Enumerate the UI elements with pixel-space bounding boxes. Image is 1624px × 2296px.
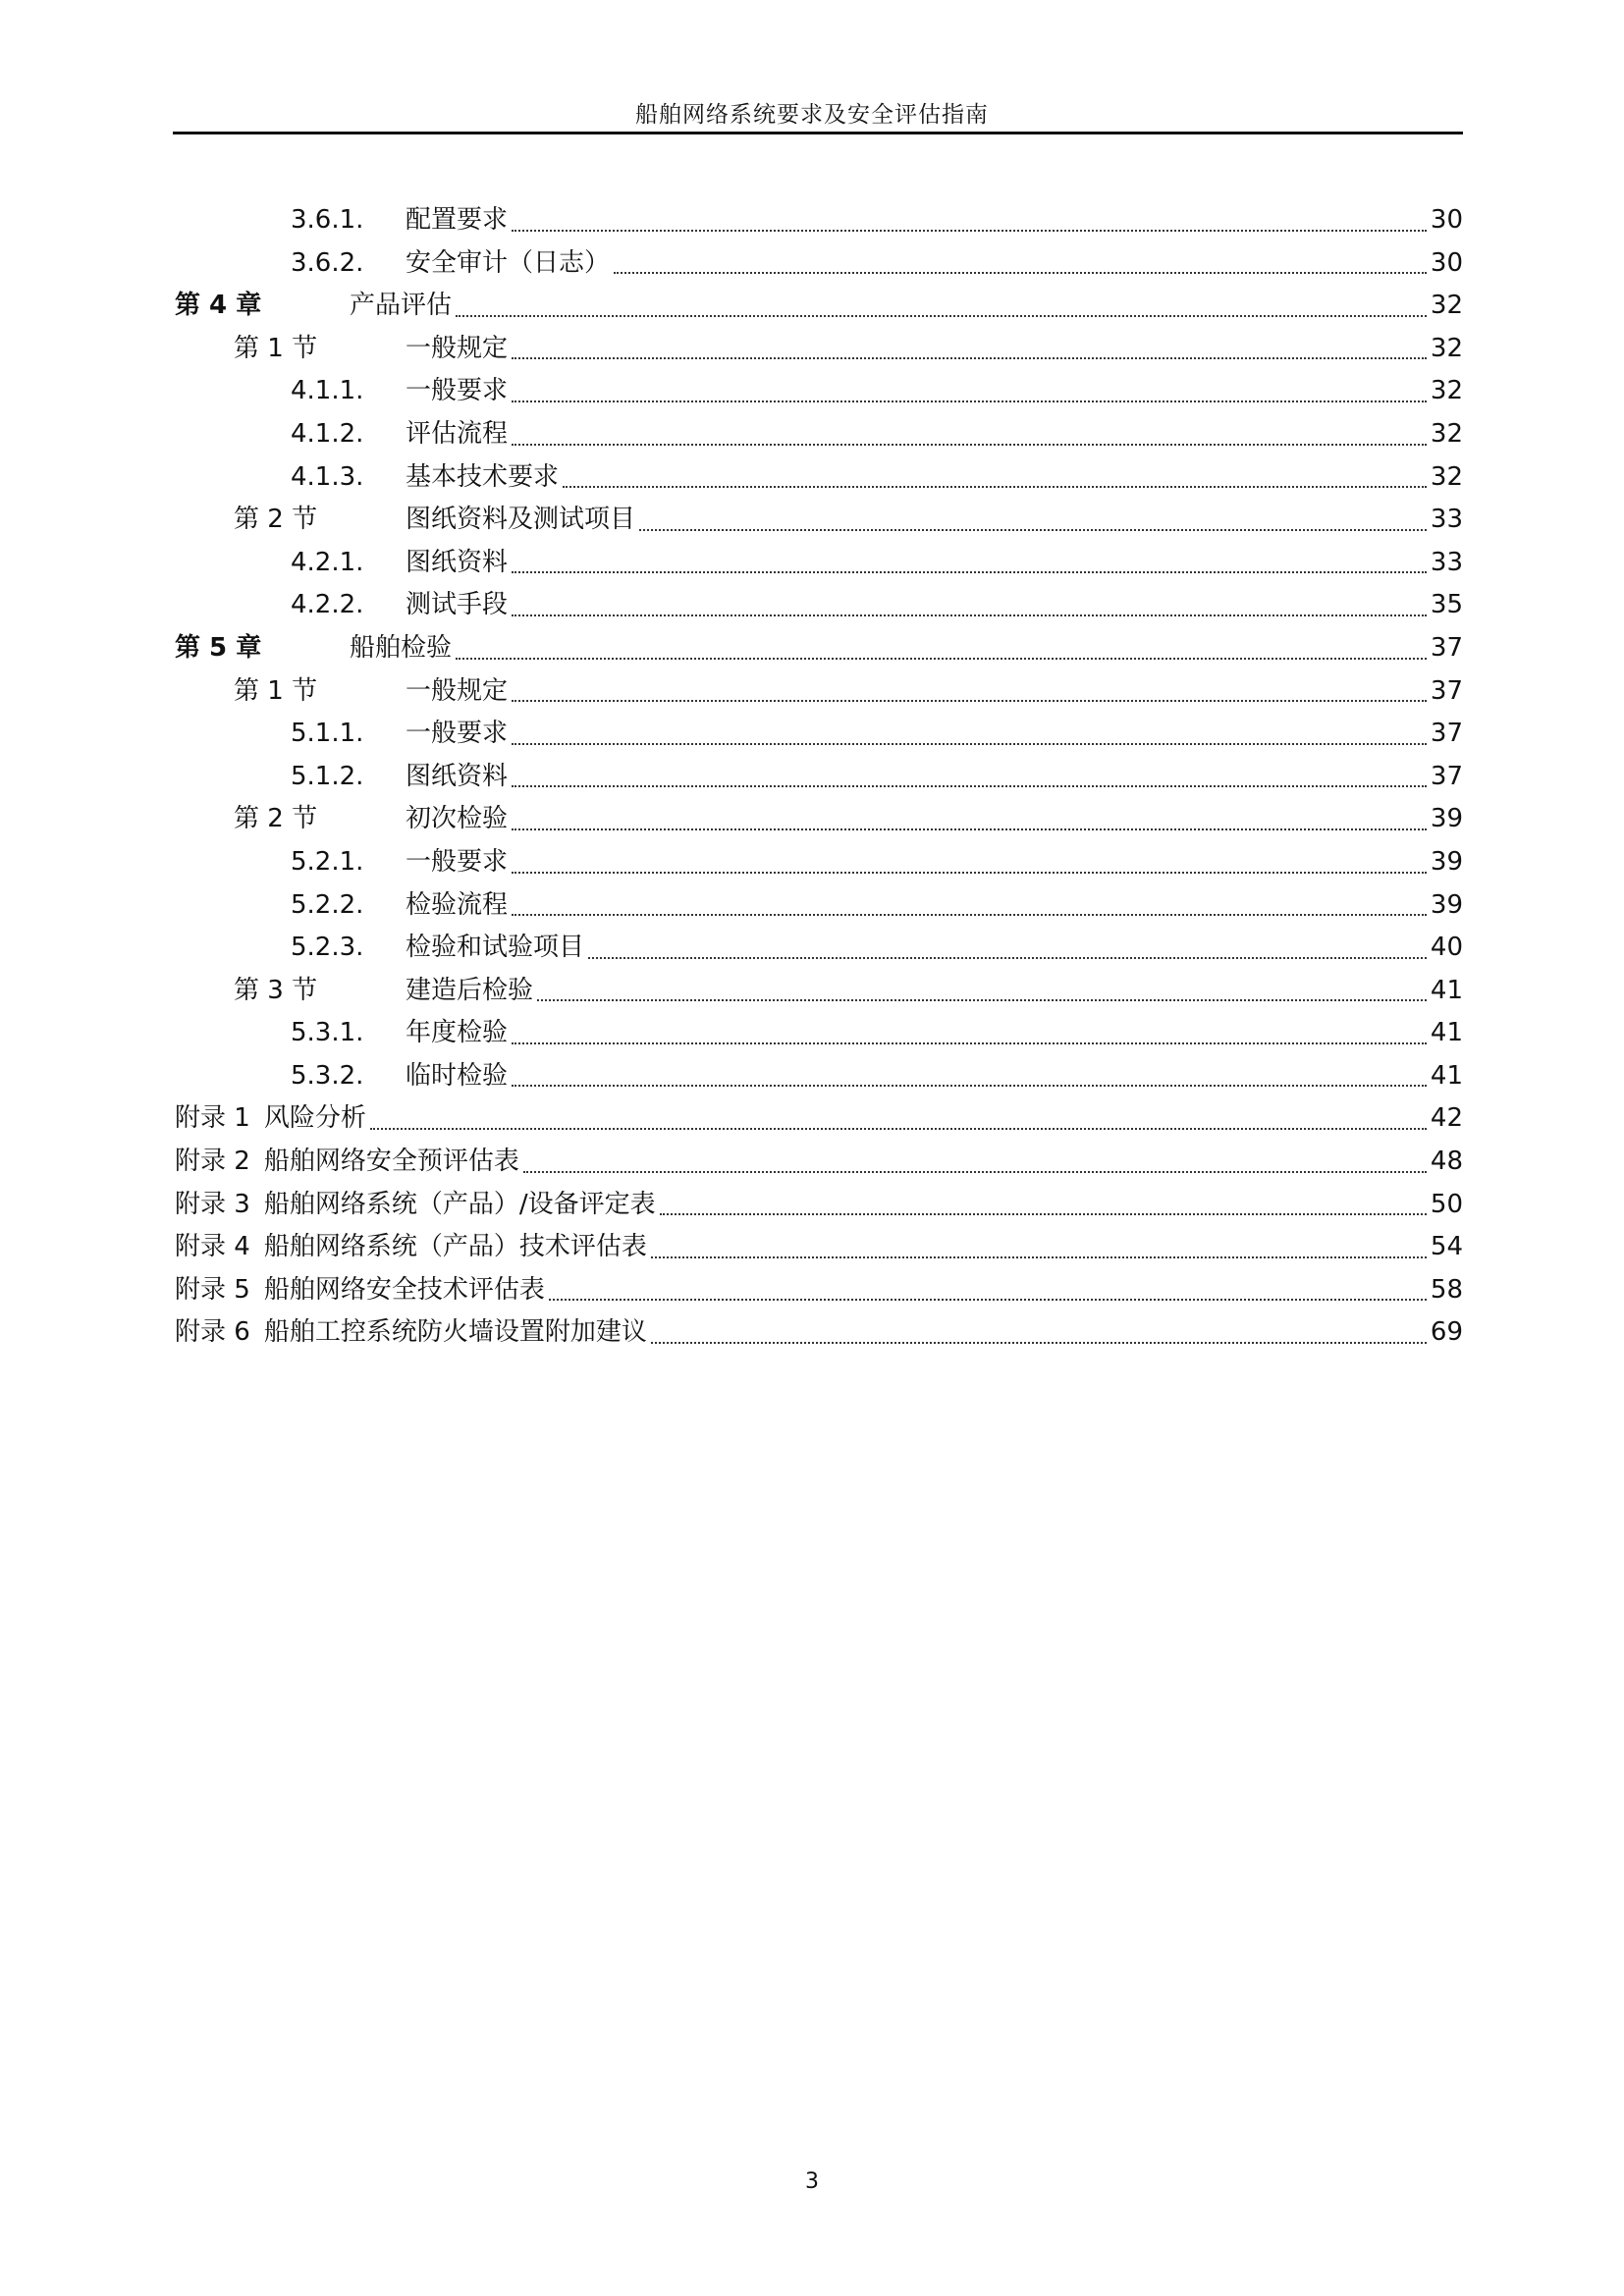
toc-entry-title: 船舶网络安全预评估表 <box>264 1141 519 1184</box>
header-divider <box>173 132 1463 134</box>
toc-entry-appendix[interactable] <box>175 1141 1463 1184</box>
toc-entry-page: 32 <box>1430 461 1463 492</box>
toc-entry-title: 风险分析 <box>264 1097 366 1141</box>
toc-dot-leader <box>512 798 1427 841</box>
toc-entry-appendix[interactable] <box>175 1097 1463 1141</box>
toc-entry-number: 5.1.1. <box>291 719 364 749</box>
toc-entry-sub[interactable] <box>175 370 1463 413</box>
toc-entry-title: 评估流程 <box>406 413 508 456</box>
toc-dot-leader <box>370 1097 1427 1141</box>
toc-entry-page: 37 <box>1430 632 1463 663</box>
toc-entry-title: 测试手段 <box>406 584 508 627</box>
toc-entry-number: 第 2 节 <box>234 505 318 535</box>
toc-entry-number: 第 4 章 <box>175 291 262 321</box>
toc-entry-title: 年度检验 <box>406 1012 508 1055</box>
toc-dot-leader <box>512 713 1427 756</box>
toc-entry-title: 检验流程 <box>406 884 508 928</box>
toc-entry-sub[interactable] <box>175 456 1463 500</box>
toc-entry-page: 32 <box>1430 333 1463 363</box>
toc-entry-number: 5.1.2. <box>291 761 364 791</box>
toc-entry-page: 37 <box>1430 675 1463 706</box>
toc-entry-number: 5.3.1. <box>291 1018 364 1048</box>
toc-entry-chapter[interactable] <box>175 627 1463 670</box>
toc-entry-page: 42 <box>1430 1103 1463 1134</box>
toc-entry-page: 50 <box>1430 1189 1463 1219</box>
toc-entry-number: 4.2.2. <box>291 590 364 620</box>
toc-entry-title: 安全审计（日志） <box>406 242 610 286</box>
toc-entry-section[interactable] <box>175 328 1463 371</box>
toc-entry-number: 第 5 章 <box>175 632 262 663</box>
toc-dot-leader <box>512 584 1427 627</box>
toc-dot-leader <box>537 970 1427 1013</box>
toc-entry-section[interactable] <box>175 499 1463 542</box>
toc-dot-leader <box>512 841 1427 884</box>
toc-entry-number: 附录 6 <box>175 1317 250 1348</box>
toc-dot-leader <box>523 1141 1427 1184</box>
toc-entry-page: 48 <box>1430 1147 1463 1177</box>
toc-entry-sub[interactable] <box>175 1012 1463 1055</box>
page-number: 3 <box>805 2169 819 2194</box>
toc-entry-page: 41 <box>1430 1018 1463 1048</box>
toc-entry-sub[interactable] <box>175 584 1463 627</box>
toc-entry-title: 一般要求 <box>406 713 508 756</box>
toc-entry-page: 32 <box>1430 376 1463 406</box>
toc-dot-leader <box>660 1184 1427 1227</box>
toc-entry-title: 一般要求 <box>406 370 508 413</box>
toc-entry-number: 第 1 节 <box>234 333 318 363</box>
toc-entry-number: 4.2.1. <box>291 547 364 577</box>
toc-entry-title: 基本技术要求 <box>406 456 559 500</box>
toc-entry-page: 35 <box>1430 590 1463 620</box>
toc-entry-title: 图纸资料 <box>406 542 508 585</box>
toc-dot-leader <box>588 927 1427 970</box>
toc-entry-sub[interactable] <box>175 927 1463 970</box>
toc-dot-leader <box>651 1226 1427 1269</box>
toc-entry-title: 配置要求 <box>406 199 508 242</box>
toc-entry-sub[interactable] <box>175 884 1463 928</box>
toc-entry-title: 船舶检验 <box>350 627 452 670</box>
toc-entry-number: 第 2 节 <box>234 804 318 834</box>
toc-entry-page: 33 <box>1430 547 1463 577</box>
toc-entry-sub[interactable] <box>175 542 1463 585</box>
toc-entry-number: 3.6.1. <box>291 205 364 235</box>
table-of-contents <box>175 199 1463 1355</box>
toc-entry-page: 30 <box>1430 205 1463 235</box>
toc-entry-section[interactable] <box>175 970 1463 1013</box>
toc-entry-number: 附录 5 <box>175 1274 250 1305</box>
toc-dot-leader <box>512 328 1427 371</box>
toc-entry-title: 检验和试验项目 <box>406 927 584 970</box>
toc-entry-number: 4.1.1. <box>291 376 364 406</box>
toc-dot-leader <box>512 1012 1427 1055</box>
toc-entry-title: 一般规定 <box>406 670 508 714</box>
toc-entry-number: 5.2.3. <box>291 933 364 963</box>
toc-entry-number: 附录 2 <box>175 1147 250 1177</box>
toc-entry-page: 39 <box>1430 804 1463 834</box>
toc-entry-title: 图纸资料 <box>406 756 508 799</box>
toc-entry-number: 附录 3 <box>175 1189 250 1219</box>
toc-dot-leader <box>456 285 1427 328</box>
toc-entry-appendix[interactable] <box>175 1184 1463 1227</box>
toc-dot-leader <box>512 199 1427 242</box>
toc-entry-section[interactable] <box>175 798 1463 841</box>
toc-entry-page: 33 <box>1430 505 1463 535</box>
toc-entry-appendix[interactable] <box>175 1226 1463 1269</box>
toc-entry-page: 30 <box>1430 247 1463 278</box>
toc-entry-title: 船舶工控系统防火墙设置附加建议 <box>264 1311 647 1355</box>
toc-dot-leader <box>549 1269 1427 1312</box>
toc-entry-number: 第 1 节 <box>234 675 318 706</box>
toc-entry-sub[interactable] <box>175 756 1463 799</box>
toc-entry-sub[interactable] <box>175 199 1463 242</box>
toc-entry-title: 图纸资料及测试项目 <box>406 499 635 542</box>
toc-dot-leader <box>614 242 1427 286</box>
toc-dot-leader <box>456 627 1427 670</box>
toc-entry-title: 一般规定 <box>406 328 508 371</box>
toc-entry-page: 41 <box>1430 1060 1463 1091</box>
toc-dot-leader <box>512 1055 1427 1098</box>
running-header-title: 船舶网络系统要求及安全评估指南 <box>635 102 989 128</box>
toc-entry-sub[interactable] <box>175 242 1463 286</box>
toc-entry-page: 37 <box>1430 719 1463 749</box>
toc-entry-title: 建造后检验 <box>406 970 533 1013</box>
toc-entry-page: 37 <box>1430 761 1463 791</box>
toc-entry-section[interactable] <box>175 670 1463 714</box>
toc-dot-leader <box>512 756 1427 799</box>
toc-entry-number: 3.6.2. <box>291 247 364 278</box>
toc-entry-page: 69 <box>1430 1317 1463 1348</box>
toc-entry-page: 54 <box>1430 1232 1463 1262</box>
toc-entry-title: 船舶网络安全技术评估表 <box>264 1269 545 1312</box>
toc-entry-number: 5.2.1. <box>291 846 364 877</box>
toc-entry-sub[interactable] <box>175 841 1463 884</box>
toc-dot-leader <box>651 1311 1427 1355</box>
toc-dot-leader <box>639 499 1427 542</box>
toc-entry-page: 32 <box>1430 291 1463 321</box>
toc-entry-number: 5.2.2. <box>291 889 364 920</box>
toc-entry-appendix[interactable] <box>175 1311 1463 1355</box>
toc-entry-number: 4.1.2. <box>291 418 364 449</box>
toc-entry-title: 一般要求 <box>406 841 508 884</box>
toc-entry-number: 第 3 节 <box>234 975 318 1005</box>
toc-entry-page: 39 <box>1430 889 1463 920</box>
toc-entry-page: 40 <box>1430 933 1463 963</box>
toc-entry-title: 船舶网络系统（产品）技术评估表 <box>264 1226 647 1269</box>
toc-dot-leader <box>563 456 1427 500</box>
toc-entry-title: 产品评估 <box>350 285 452 328</box>
toc-entry-title: 船舶网络系统（产品）/设备评定表 <box>264 1184 656 1227</box>
toc-entry-number: 5.3.2. <box>291 1060 364 1091</box>
toc-entry-page: 32 <box>1430 418 1463 449</box>
toc-entry-page: 39 <box>1430 846 1463 877</box>
toc-entry-title: 初次检验 <box>406 798 508 841</box>
toc-entry-number: 附录 4 <box>175 1232 250 1262</box>
toc-entry-title: 临时检验 <box>406 1055 508 1098</box>
toc-dot-leader <box>512 542 1427 585</box>
toc-dot-leader <box>512 884 1427 928</box>
toc-entry-sub[interactable] <box>175 1055 1463 1098</box>
toc-entry-chapter[interactable] <box>175 285 1463 328</box>
toc-dot-leader <box>512 370 1427 413</box>
toc-dot-leader <box>512 413 1427 456</box>
toc-entry-appendix[interactable] <box>175 1269 1463 1312</box>
toc-entry-number: 附录 1 <box>175 1103 250 1134</box>
toc-dot-leader <box>512 670 1427 714</box>
toc-entry-sub[interactable] <box>175 413 1463 456</box>
toc-entry-page: 58 <box>1430 1274 1463 1305</box>
toc-entry-page: 41 <box>1430 975 1463 1005</box>
toc-entry-sub[interactable] <box>175 713 1463 756</box>
toc-entry-number: 4.1.3. <box>291 461 364 492</box>
